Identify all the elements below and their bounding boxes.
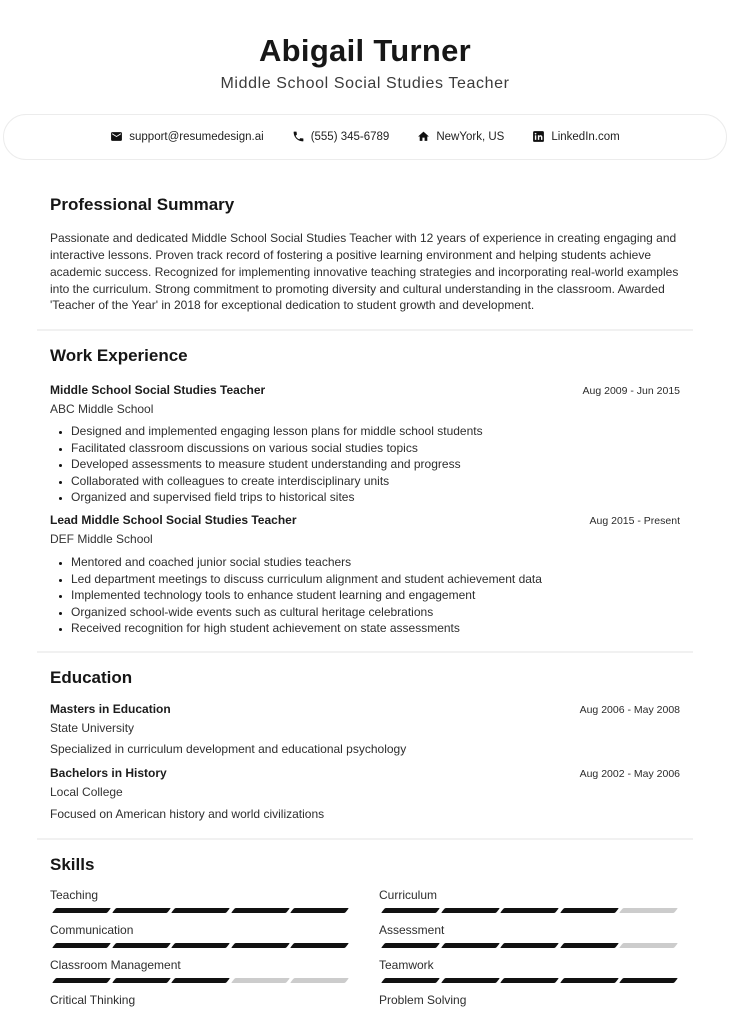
job-dates: Aug 2015 - Present <box>589 515 680 528</box>
bullet-item: • Received recognition for high student achievement on state assessments <box>71 621 680 636</box>
skill-bar-segment-filled <box>171 978 230 983</box>
bullet-item: • Organized and supervised field trips to historical sites <box>71 490 680 505</box>
contact-email <box>110 130 263 143</box>
skills-heading: Skills <box>50 854 95 874</box>
skill-item <box>379 958 680 983</box>
skill-item <box>50 923 351 948</box>
skill-bar-segment-filled <box>171 943 230 948</box>
bullet-item: • Designed and implemented engaging lesson plans for middle school students <box>71 424 680 439</box>
skill-bar-segment-filled <box>52 978 111 983</box>
skill-bar-segment-empty <box>231 978 290 983</box>
skill-bar-segment-filled <box>500 943 559 948</box>
bullet-item: • Facilitated classroom discussions on various social studies topics <box>71 441 680 456</box>
skill-item <box>379 923 680 948</box>
skill-bar-segment-empty <box>290 978 349 983</box>
education-heading: Education <box>50 668 133 688</box>
skill-bar-segment-empty <box>619 908 678 913</box>
resume-job-title: Middle School Social Studies Teacher <box>220 74 510 92</box>
skill-label: Critical Thinking <box>50 993 136 1008</box>
degree-title: Bachelors in History <box>50 766 167 781</box>
bullet-item: • Collaborated with colleagues to create interdisciplinary units <box>71 474 680 489</box>
skill-bar-segment-filled <box>171 908 230 913</box>
skill-bar-segment-filled <box>231 943 290 948</box>
skill-bar-segment-filled <box>381 943 440 948</box>
summary-text: Passionate and dedicated Middle School Social Studies Teacher with 12 years of experience in creating engaging and interactive lessons. Proven track record of fostering a positive learning environment and helping students achieve academic success. Recognized for implementing innovative teaching strategies and incorporating real-world examples into the curriculum. Strong commitment to promoting diversity and cultural understanding in the classroom. Awarded 'Teacher of the Year' in 2018 for exceptional dedication to student growth and development. <box>50 231 679 313</box>
degree-title: Masters in Education <box>50 701 171 716</box>
skills-grid <box>50 888 680 1028</box>
skill-label: Problem Solving <box>379 993 467 1008</box>
bullet-item: • Implemented technology tools to enhance student learning and engagement <box>71 588 680 603</box>
degree-detail: Focused on American history and world civilizations <box>50 806 325 821</box>
summary-heading: Professional Summary <box>50 194 235 214</box>
skill-bar-segment-filled <box>441 978 500 983</box>
contact-linkedin <box>532 130 619 143</box>
skill-bar-segment-filled <box>52 908 111 913</box>
job-bullet-list <box>50 424 680 505</box>
skill-item <box>379 888 680 913</box>
job-dates: Aug 2009 - Jun 2015 <box>582 384 680 397</box>
job-entry <box>50 383 680 506</box>
skill-bar <box>379 943 680 948</box>
job-title: Lead Middle School Social Studies Teacher <box>50 513 297 528</box>
section-divider <box>37 838 693 840</box>
education-entry <box>50 702 680 759</box>
skill-bar-segment-filled <box>441 908 500 913</box>
degree-dates: Aug 2006 - May 2008 <box>579 703 680 716</box>
skill-item <box>50 958 351 983</box>
bullet-item: • Led department meetings to discuss curriculum alignment and student achievement data <box>71 572 680 587</box>
job-bullet-list <box>50 555 680 636</box>
skill-bar <box>50 978 351 983</box>
skill-bar-segment-filled <box>52 943 111 948</box>
section-skills <box>0 855 730 1028</box>
skill-bar-segment-filled <box>381 908 440 913</box>
skill-bar-segment-filled <box>381 978 440 983</box>
skill-bar <box>379 1013 680 1018</box>
email-icon <box>110 130 123 143</box>
phone-icon <box>292 130 305 143</box>
skills-column-right <box>379 888 680 1028</box>
linkedin-icon <box>532 130 545 143</box>
skill-bar-segment-filled <box>441 943 500 948</box>
skill-bar-segment-filled <box>112 978 171 983</box>
skill-bar <box>379 908 680 913</box>
skill-bar-segment-filled <box>112 908 171 913</box>
section-divider <box>37 329 693 331</box>
section-education <box>0 668 730 823</box>
skill-label: Teaching <box>50 888 99 903</box>
degree-dates: Aug 2002 - May 2006 <box>579 768 680 781</box>
contact-linkedin-text: LinkedIn.com <box>551 130 620 143</box>
job-company: DEF Middle School <box>50 532 153 547</box>
section-professional-summary <box>0 195 730 314</box>
skill-label: Assessment <box>379 923 445 938</box>
contact-location-text: NewYork, US <box>436 130 505 143</box>
skill-bar-segment-filled <box>290 908 349 913</box>
skill-item <box>50 993 351 1018</box>
skill-item <box>50 888 351 913</box>
education-header <box>50 702 680 717</box>
job-entry <box>50 513 680 636</box>
section-divider <box>37 651 693 653</box>
skill-bar-segment-filled <box>560 978 619 983</box>
job-title: Middle School Social Studies Teacher <box>50 382 266 397</box>
education-entry <box>50 766 680 823</box>
skill-bar <box>50 908 351 913</box>
skill-bar-segment-filled <box>112 943 171 948</box>
skill-label: Communication <box>50 923 134 938</box>
bullet-item: • Mentored and coached junior social studies teachers <box>71 555 680 570</box>
section-work-experience <box>0 346 730 636</box>
skill-bar-segment-filled <box>500 978 559 983</box>
degree-detail: Specialized in curriculum development and educational psychology <box>50 742 407 757</box>
skill-bar <box>379 978 680 983</box>
education-header <box>50 766 680 781</box>
job-header <box>50 383 680 398</box>
skill-label: Curriculum <box>379 888 438 903</box>
skill-bar-segment-filled <box>560 908 619 913</box>
contact-phone-text: (555) 345-6789 <box>310 130 390 143</box>
contact-location <box>417 130 504 143</box>
bullet-item: • Organized school-wide events such as cultural heritage celebrations <box>71 605 680 620</box>
contact-bar <box>3 114 727 160</box>
degree-school: State University <box>50 720 135 735</box>
contact-email-text: support@resumedesign.ai <box>129 130 264 143</box>
work-heading: Work Experience <box>50 346 188 366</box>
home-icon <box>417 130 430 143</box>
skills-column-left <box>50 888 351 1028</box>
job-header <box>50 513 680 528</box>
skill-bar-segment-empty <box>619 943 678 948</box>
skill-bar-segment-filled <box>290 943 349 948</box>
skill-bar-segment-filled <box>560 943 619 948</box>
skill-label: Classroom Management <box>50 958 181 973</box>
skill-bar <box>50 1013 351 1018</box>
job-company: ABC Middle School <box>50 401 154 416</box>
skill-label: Teamwork <box>379 958 434 973</box>
skill-item <box>379 993 680 1018</box>
contact-phone <box>292 130 390 143</box>
skill-bar-segment-filled <box>619 978 678 983</box>
resume-name: Abigail Turner <box>258 33 472 68</box>
skill-bar-segment-filled <box>500 908 559 913</box>
bullet-item: • Developed assessments to measure student understanding and progress <box>71 457 680 472</box>
skill-bar-segment-filled <box>231 908 290 913</box>
skill-bar <box>50 943 351 948</box>
degree-school: Local College <box>50 785 123 800</box>
resume-header <box>0 33 730 160</box>
